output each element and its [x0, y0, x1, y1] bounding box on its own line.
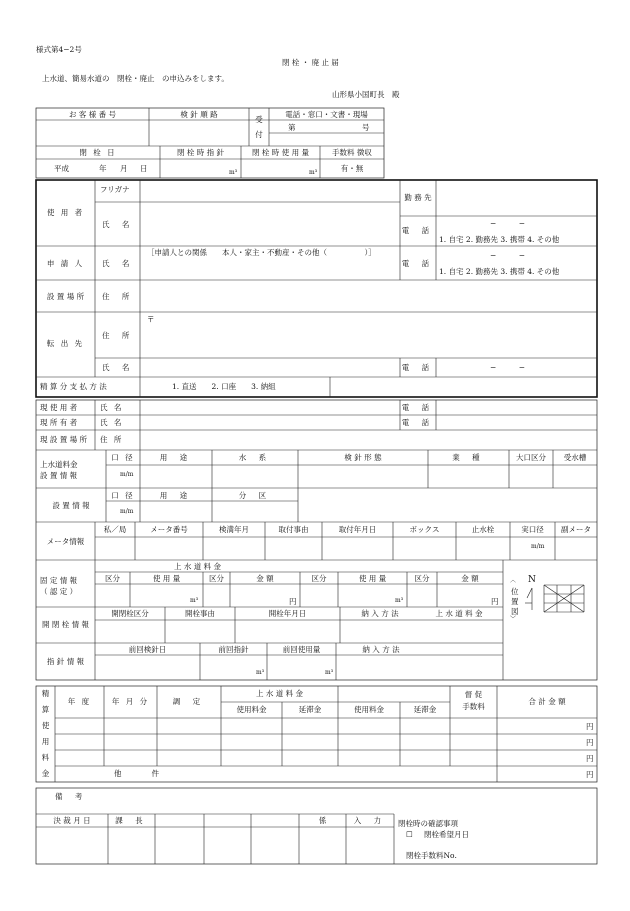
moveout-address-label: 住 所 [102, 331, 135, 340]
water-info-label-2: 設 置 情 報 [40, 471, 78, 480]
purpose-label: 用 途 [159, 453, 193, 462]
current-place-label: 現 設 置 場 所 [40, 435, 88, 444]
purpose-label: 用 途 [159, 491, 193, 500]
applicant-phone-dash: − − [490, 251, 526, 260]
receipt-label-1: 受 [255, 115, 263, 124]
reminder-label-2: 手数料 [462, 702, 485, 711]
workplace-label: 勤 務 先 [404, 193, 432, 202]
meter-info-label: メータ情報 [46, 537, 85, 546]
chief-label: 課 長 [115, 816, 148, 825]
fixed-col: 区分 [105, 574, 120, 583]
unit-m3: m³ [395, 597, 404, 604]
district-label: 分 区 [238, 491, 272, 500]
user-phone-dash: − − [490, 219, 526, 228]
current-owner-phone: 電 話 [401, 418, 435, 427]
bigsmall-label: 大口区分 [516, 453, 546, 462]
settle-method-options[interactable]: 1. 直送 2. 口座 3. 納組 [172, 382, 276, 391]
moveout-phone-label: 電 話 [401, 363, 435, 372]
settle-method-label: 精 算 分 支 払 方 法 [40, 382, 107, 391]
moveout-name-label: 氏 名 [102, 363, 135, 372]
position-char: 置 [511, 597, 519, 606]
usage-fee-label: 使用料金 [236, 705, 267, 714]
fixed-col: 使 用 量 [358, 574, 387, 583]
diameter-label: 口 径 [111, 453, 135, 462]
confirm-items-label: 閉栓時の確認事項 [398, 819, 458, 828]
unit-yen: 円 [586, 770, 594, 779]
north-arrow-icon [525, 588, 532, 610]
unit-m3: m³ [325, 669, 334, 676]
page-title: 閉 栓 ・ 廃 止 届 [282, 58, 339, 67]
current-user-label: 現 使 用 者 [40, 403, 78, 412]
meter-col: ボックス [409, 525, 440, 534]
late-fee-label: 延滞金 [298, 705, 322, 714]
fixed-col: 区分 [209, 574, 224, 583]
fixed-info-label-2: （ 認 定 ） [40, 587, 78, 596]
adjust-label: 調 定 [172, 697, 206, 706]
install-place-label: 設 置 場 所 [46, 292, 85, 301]
unit-m3: m³ [190, 597, 199, 604]
staff-label: 係 [318, 816, 327, 825]
late-fee-label: 延滞金 [413, 705, 437, 714]
fixed-col: 区分 [311, 574, 327, 583]
current-user-name: 氏 名 [100, 403, 124, 412]
unit-mm: m/m [531, 543, 545, 550]
meter-col: 止水栓 [471, 525, 495, 534]
install-address-label: 住 所 [102, 292, 135, 301]
water-info-label-1: 上水道料金 [40, 460, 78, 469]
reminder-label-1: 督 促 [464, 690, 483, 699]
position-char: 位 [511, 587, 519, 596]
receipt-label-2: 付 [255, 130, 263, 139]
fee-yesno[interactable]: 有・無 [340, 164, 364, 173]
input-label: 入 力 [353, 816, 387, 825]
number-dai: 第 [288, 123, 296, 132]
era-label: 平成 [54, 164, 69, 173]
meter-col: メータ番号 [150, 525, 188, 534]
current-owner-name: 氏 名 [100, 418, 124, 427]
diameter-label: 口 径 [111, 491, 135, 500]
position-bracket: ︿ [510, 577, 517, 584]
meter-col: 私／局 [103, 525, 127, 534]
fixed-info-label-1: 固 定 情 報 [40, 576, 78, 585]
applicant-phone-label: 電 話 [401, 259, 435, 268]
settle-side-char: 精 [41, 689, 50, 698]
water-system-label: 水 系 [238, 453, 272, 462]
reading-col: 前回使用量 [282, 645, 321, 654]
receipt-channels[interactable]: 電話・窓口・文書・現場 [285, 110, 368, 119]
tank-label: 受水槽 [563, 453, 587, 462]
unit-mm: m/m [120, 508, 134, 515]
reading-info-label: 指 針 情 報 [46, 657, 85, 666]
moveout-label: 転 出 先 [46, 339, 85, 348]
reading-col: 前回検針日 [128, 645, 167, 654]
day-label: 日 [140, 164, 148, 173]
oc-col: 納 入 方 法 [361, 609, 399, 618]
fixed-col: 金 額 [256, 574, 274, 583]
usage-fee-label: 使用料金 [354, 705, 384, 714]
user-phone-label: 電 話 [401, 226, 435, 235]
fee-label: 手数料 徴収 [332, 148, 372, 157]
fixed-col: 使 用 量 [152, 574, 181, 583]
fixed-col: 金 額 [461, 574, 479, 583]
close-usage-label: 閉 栓 時 使 用 量 [252, 148, 309, 157]
install-info-label: 設 置 情 報 [52, 501, 90, 510]
fixed-col: 区分 [414, 574, 430, 583]
unit-yen: 円 [491, 597, 499, 606]
meter-col: 実口径 [521, 525, 544, 534]
user-label: 使 用 者 [46, 208, 85, 217]
year-month-label: 年 月 分 [111, 697, 150, 706]
settle-side-char: 料 [41, 753, 50, 762]
oc-col: 開栓年月日 [268, 609, 307, 618]
position-bracket: ﹀ [510, 616, 517, 623]
settle-side-char: 使 [41, 721, 50, 730]
furigana-label: フリガナ [100, 185, 130, 194]
north-label: N [528, 575, 536, 585]
meter-col: 取付年月日 [338, 525, 377, 534]
fiscal-year-label: 年 度 [67, 697, 92, 706]
meter-col: 検満年月 [219, 525, 249, 534]
water-fee-header: 上 水 道 料 金 [173, 562, 222, 571]
unit-mm: m/m [120, 471, 134, 478]
fee-number-label: 閉栓手数料No. [406, 851, 457, 860]
current-user-phone: 電 話 [401, 403, 435, 412]
current-owner-label: 現 所 有 者 [40, 418, 78, 427]
intro-text: 上水道、簡易水道の 閉栓・廃止 の申込みをします。 [42, 74, 229, 83]
unit-m3: m³ [256, 669, 265, 676]
unit-yen: 円 [586, 738, 594, 747]
business-label: 業 種 [452, 453, 485, 462]
meter-order-label: 検 針 順 路 [180, 110, 218, 119]
number-go: 号 [362, 123, 370, 132]
decision-date-label: 決 裁 月 日 [53, 816, 91, 825]
memo-label: 備 考 [55, 792, 88, 801]
unit-yen: 円 [586, 754, 594, 763]
current-place-address: 住 所 [100, 435, 124, 444]
reading-col: 納 入 方 法 [362, 645, 400, 654]
user-name-label: 氏 名 [102, 220, 135, 229]
oc-col: 開栓事由 [185, 609, 215, 618]
unit-m3: m³ [309, 169, 318, 176]
addressee: 山形県小国町長 殿 [332, 90, 400, 99]
postal-mark: 〒 [147, 315, 155, 324]
settle-side-char: 金 [41, 769, 50, 778]
meter-col: 副メータ [561, 525, 591, 534]
applicant-phone-options[interactable]: 1. 自宅 2. 勤務先 3. 携帯 4. その他 [439, 267, 560, 276]
close-reading-label: 閉 栓 時 指 針 [176, 148, 225, 157]
form-number: 様式第4−2号 [36, 45, 82, 54]
applicant-name-label: 氏 名 [102, 259, 135, 268]
oc-col: 上 水 道 料 金 [435, 609, 483, 618]
open-close-info-label: 開 閉 栓 情 報 [41, 620, 90, 629]
water-fee-label: 上 水 道 料 金 [255, 689, 304, 698]
month-label: 月 [120, 164, 128, 173]
oc-col: 開閉栓区分 [111, 609, 149, 618]
settle-side-char: 算 [41, 705, 50, 714]
unit-m3: m³ [229, 169, 238, 176]
moveout-phone-dash: − − [490, 363, 526, 372]
meter-form-label: 検 針 形 態 [344, 453, 382, 462]
position-char: 図 [511, 607, 519, 616]
customer-number-label: お 客 様 番 号 [68, 110, 117, 119]
user-phone-options[interactable]: 1. 自宅 2. 勤務先 3. 携帯 4. その他 [439, 235, 560, 244]
other-count: 他 件 [114, 769, 159, 778]
unit-yen: 円 [289, 597, 297, 606]
unit-yen: 円 [586, 722, 594, 731]
year-label: 年 [99, 164, 107, 173]
meter-col: 取付事由 [278, 525, 309, 534]
total-label: 合 計 金 額 [528, 697, 566, 706]
settle-side-char: 用 [41, 737, 50, 746]
applicant-label: 申 請 人 [46, 259, 85, 268]
close-date-label: 閉 栓 日 [79, 148, 117, 157]
applicant-relation[interactable]: ［申請人との関係 本人・家主・不動産・その他（ ）］ [147, 248, 376, 257]
wish-date-label: 閉栓希望月日 [424, 830, 469, 839]
reading-col: 前回指針 [218, 645, 249, 654]
wish-checkbox[interactable]: ☐ [406, 830, 413, 839]
